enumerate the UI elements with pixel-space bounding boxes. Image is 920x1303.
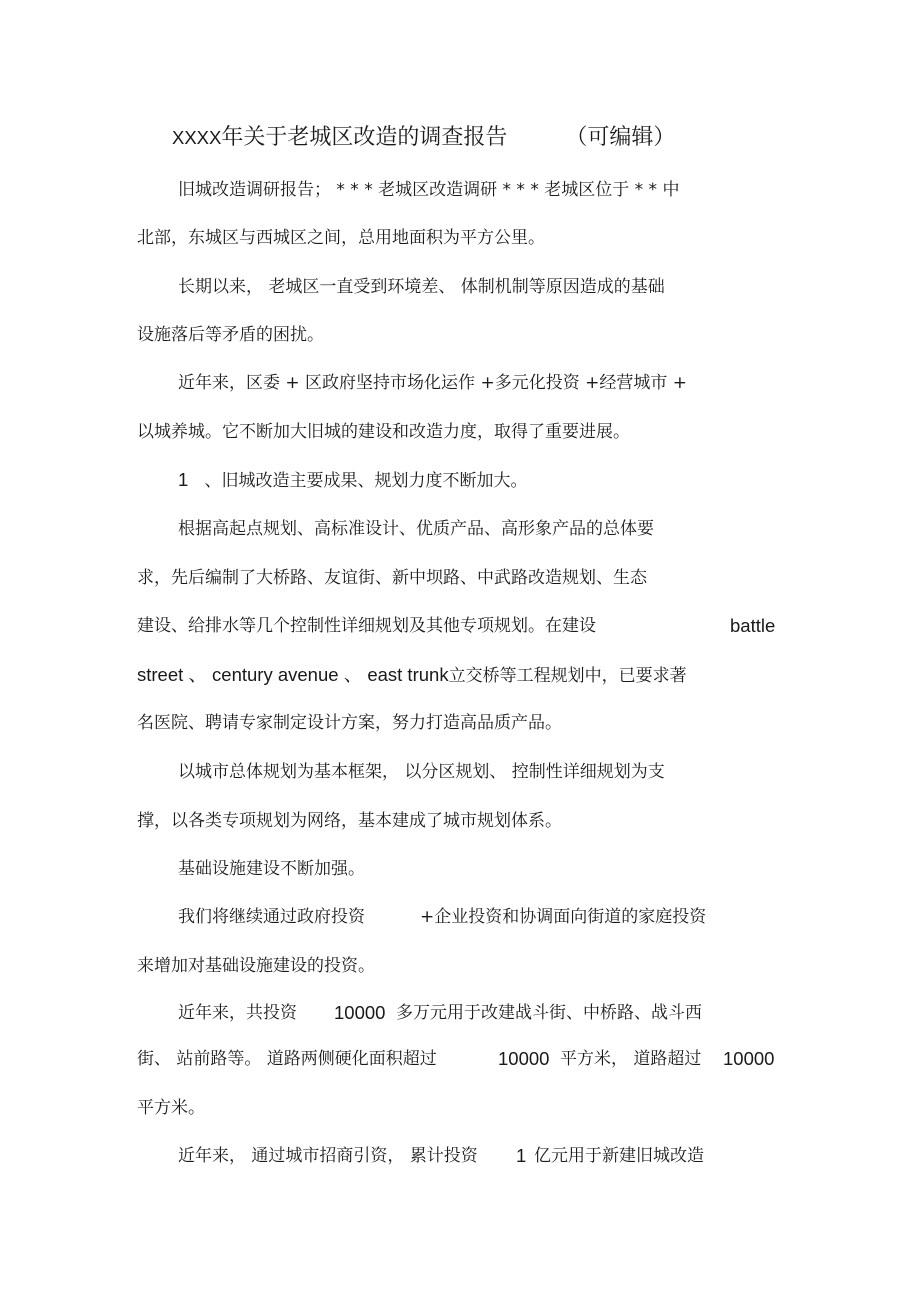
paragraph-text: 近年来，共投资 bbox=[178, 1003, 297, 1023]
english-term: battle bbox=[730, 615, 776, 636]
paragraph-line: 长期以来， 老城区一直受到环境差、 体制机制等原因造成的基础 bbox=[178, 277, 665, 297]
paragraph-line: 以城市总体规划为基本框架， 以分区规划、 控制性详细规划为支 bbox=[178, 762, 665, 782]
paragraph-line: 平方米。 bbox=[137, 1098, 205, 1118]
paragraph-line bbox=[178, 905, 707, 929]
document-title bbox=[172, 122, 675, 154]
paragraph-line: 求，先后编制了大桥路、友谊街、新中坝路、中武路改造规划、生态 bbox=[137, 568, 647, 588]
section-heading-text: 、旧城改造主要成果、规划力度不断加大。 bbox=[204, 471, 528, 491]
paragraph-line: 名医院、聘请专家制定设计方案，努力打造高品质产品。 bbox=[137, 713, 562, 733]
paragraph-line bbox=[178, 1001, 702, 1025]
paragraph-line: 基础设施建设不断加强。 bbox=[178, 859, 365, 879]
paragraph-text: 我们将继续通过政府投资 bbox=[178, 907, 365, 927]
paragraph-line bbox=[137, 1047, 775, 1071]
amount: 1 bbox=[516, 1145, 527, 1166]
section-heading bbox=[178, 468, 528, 493]
paragraph-text: 平方米， 道路超过 bbox=[560, 1049, 702, 1069]
paragraph-text: 立交桥等工程规划中，已要求著 bbox=[448, 666, 687, 686]
paragraph-text: 多万元用于改建战斗街、中桥路、战斗西 bbox=[396, 1003, 702, 1023]
amount: 10000 bbox=[723, 1048, 775, 1069]
paragraph-text: 街、 站前路等。 道路两侧硬化面积超过 bbox=[137, 1049, 437, 1069]
title-prefix: XXXX bbox=[172, 127, 222, 148]
paragraph-line: 北部，东城区与西城区之间，总用地面积为平方公里。 bbox=[137, 228, 545, 248]
paragraph-line: 设施落后等矛盾的困扰。 bbox=[137, 325, 324, 345]
paragraph-text: 近年来， 通过城市招商引资， 累计投资 bbox=[178, 1146, 478, 1166]
amount: 10000 bbox=[498, 1048, 550, 1069]
amount: 10000 bbox=[334, 1002, 386, 1023]
title-suffix: （可编辑） bbox=[565, 125, 676, 150]
section-number: 1 bbox=[178, 469, 189, 490]
paragraph-line bbox=[178, 1144, 704, 1168]
paragraph-line: 以城养城。它不断加大旧城的建设和改造力度，取得了重要进展。 bbox=[137, 422, 630, 442]
paragraph-line: 近年来，区委 + 区政府坚持市场化运作 +多元化投资 +经营城市 + bbox=[178, 373, 687, 393]
paragraph-line bbox=[137, 614, 776, 638]
paragraph-line: 撑，以各类专项规划为网络，基本建成了城市规划体系。 bbox=[137, 811, 562, 831]
paragraph-line: 根据高起点规划、高标准设计、优质产品、高形象产品的总体要 bbox=[178, 519, 654, 539]
paragraph-line bbox=[137, 663, 687, 688]
paragraph-text: 亿元用于新建旧城改造 bbox=[534, 1146, 704, 1166]
paragraph-line: 旧城改造调研报告； * * * 老城区改造调研 * * * 老城区位于 * * 中 bbox=[178, 180, 680, 200]
title-main: 年关于老城区改造的调查报告 bbox=[221, 125, 508, 150]
paragraph-line: 来增加对基础设施建设的投资。 bbox=[137, 956, 375, 976]
paragraph-text: 建设、给排水等几个控制性详细规划及其他专项规划。在建设 bbox=[137, 616, 596, 636]
english-terms: street 、 century avenue 、 east trunk bbox=[137, 664, 449, 685]
paragraph-text: +企业投资和协调面向街道的家庭投资 bbox=[420, 907, 707, 927]
